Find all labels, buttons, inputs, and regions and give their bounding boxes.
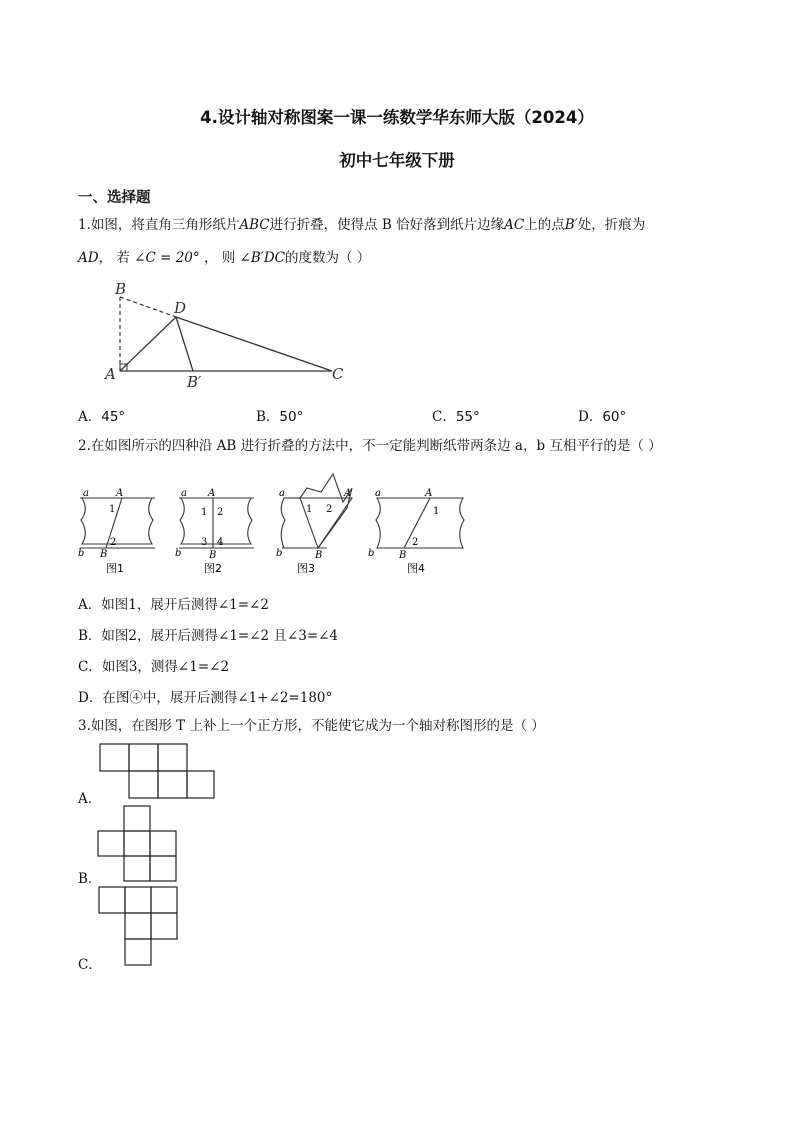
fig3-caption: 图3 xyxy=(297,562,315,575)
fig2-angle-3: 3 xyxy=(201,537,208,548)
q1-label-b: B xyxy=(115,280,127,298)
q1-text-d: 处，折痕为 xyxy=(577,217,646,233)
page-subtitle: 初中七年级下册 xyxy=(339,151,455,170)
q1-text-c: 上的点 xyxy=(524,217,565,233)
q1-crease-ad-line xyxy=(120,317,176,371)
fig1-label-B: B xyxy=(100,549,108,560)
fig2-label-b: b xyxy=(175,548,182,559)
q1-option-b-letter: B． xyxy=(256,409,280,425)
fig2-caption: 图2 xyxy=(204,562,222,575)
q1-option-b[interactable] xyxy=(256,405,303,425)
q1-option-c-letter: C． xyxy=(432,409,456,425)
fig2-label-B: B xyxy=(209,550,217,561)
question-3-text: 3.如图，在图形 T 上补上一个正方形，不能使它成为一个轴对称图形的是（ ） xyxy=(78,718,545,734)
question-1-line2 xyxy=(78,248,728,268)
q1-crease-ad: AD xyxy=(78,250,99,266)
q1-text-a: 1.如图，将直角三角形纸片 xyxy=(78,217,240,233)
q2-figures xyxy=(75,470,475,578)
fig2-angle-4: 4 xyxy=(217,537,224,548)
q1-side-ac: AC xyxy=(504,217,525,233)
q1-triangle-abc: ABC xyxy=(239,217,270,233)
q1-option-c[interactable] xyxy=(432,405,480,425)
fig4-caption: 图4 xyxy=(407,562,425,575)
fig3-angle-2: 2 xyxy=(326,504,333,515)
section-heading: 一、选择题 xyxy=(78,190,151,206)
fig2-label-a: a xyxy=(181,488,187,499)
fig3-label-b: b xyxy=(276,548,283,559)
fig1-angle-2: 2 xyxy=(110,537,117,548)
fig4-label-b: b xyxy=(368,548,375,559)
q1-text-e: ， 若 xyxy=(98,250,130,266)
fig3-label-B: B xyxy=(315,550,323,561)
fig1-label-A: A xyxy=(116,488,124,499)
q2-figure-4 xyxy=(368,488,464,575)
q2-figure-3 xyxy=(276,474,352,575)
q3-option-b[interactable]: B． xyxy=(78,871,102,887)
fig2-label-A: A xyxy=(208,488,216,499)
q1-text-b: 进行折叠，使得点 B 恰好落到纸片边缘 xyxy=(269,217,505,233)
fig1-caption: 图1 xyxy=(106,562,124,575)
q1-option-a-letter: A． xyxy=(78,409,102,425)
page-title: 4.设计轴对称图案一课一练数学华东师大版（2024） xyxy=(200,108,594,127)
q1-option-d[interactable] xyxy=(578,405,626,425)
q1-side-dc-line xyxy=(176,317,332,371)
q1-option-c-value: 55° xyxy=(455,409,480,425)
q2-figure-2 xyxy=(175,488,254,575)
q3-option-c-figure xyxy=(97,885,181,967)
q2-option-d[interactable]: D．在图④中，展开后测得∠1+∠2=180° xyxy=(78,690,333,706)
fig4-label-B: B xyxy=(399,550,407,561)
q1-label-a: A xyxy=(105,365,116,383)
q2-option-c[interactable]: C．如图3，测得∠1=∠2 xyxy=(78,659,230,675)
fig4-label-A: A xyxy=(425,488,433,499)
fig4-label-a: a xyxy=(375,488,381,499)
fig1-angle-1: 1 xyxy=(109,504,116,515)
q1-text-g: 的度数为（ ） xyxy=(284,250,371,266)
q1-label-bprime: B′ xyxy=(187,373,202,391)
q1-angle-bdc: ∠B′DC xyxy=(239,250,285,266)
q1-point-bprime: B′ xyxy=(564,217,578,233)
q1-option-d-value: 60° xyxy=(602,409,627,425)
q1-label-c: C xyxy=(332,365,344,383)
q3-option-a-figure xyxy=(98,742,218,800)
q1-label-d: D xyxy=(174,299,187,317)
q3-option-c[interactable]: C． xyxy=(78,957,102,973)
fig2-angle-2: 2 xyxy=(217,507,224,518)
q3-option-a[interactable]: A． xyxy=(78,791,102,807)
q1-side-dbprime-line xyxy=(176,317,193,371)
fig3-label-A: A xyxy=(344,488,352,499)
q1-angle-c: ∠C = 20° xyxy=(134,250,200,266)
q2-option-a[interactable]: A．如图1，展开后测得∠1=∠2 xyxy=(78,597,269,613)
fig4-angle-2: 2 xyxy=(412,537,419,548)
q3-option-b-figure xyxy=(96,804,180,882)
q1-triangle-figure xyxy=(100,275,360,395)
q2-option-b[interactable]: B．如图2，展开后测得∠1=∠2 且∠3=∠4 xyxy=(78,628,339,644)
fig3-angle-1: 1 xyxy=(306,504,313,515)
q1-option-d-letter: D． xyxy=(578,409,603,425)
question-1-line1 xyxy=(78,215,728,235)
fig4-angle-1: 1 xyxy=(433,506,440,517)
q1-option-b-value: 50° xyxy=(279,409,304,425)
q1-text-f: ， 则 xyxy=(203,250,236,266)
q2-figure-1 xyxy=(78,488,155,575)
q1-dashed-bd xyxy=(120,297,176,317)
fig3-label-a: a xyxy=(279,488,285,499)
fig2-angle-1: 1 xyxy=(201,507,208,518)
fig1-label-a: a xyxy=(83,488,89,499)
question-2-text: 2.在如图所示的四种沿 AB 进行折叠的方法中，不一定能判断纸带两条边 a，b 互相平行的是（ ） xyxy=(78,438,662,454)
q1-option-a[interactable] xyxy=(78,405,125,425)
fig1-label-b: b xyxy=(78,548,85,559)
q1-option-a-value: 45° xyxy=(101,409,126,425)
